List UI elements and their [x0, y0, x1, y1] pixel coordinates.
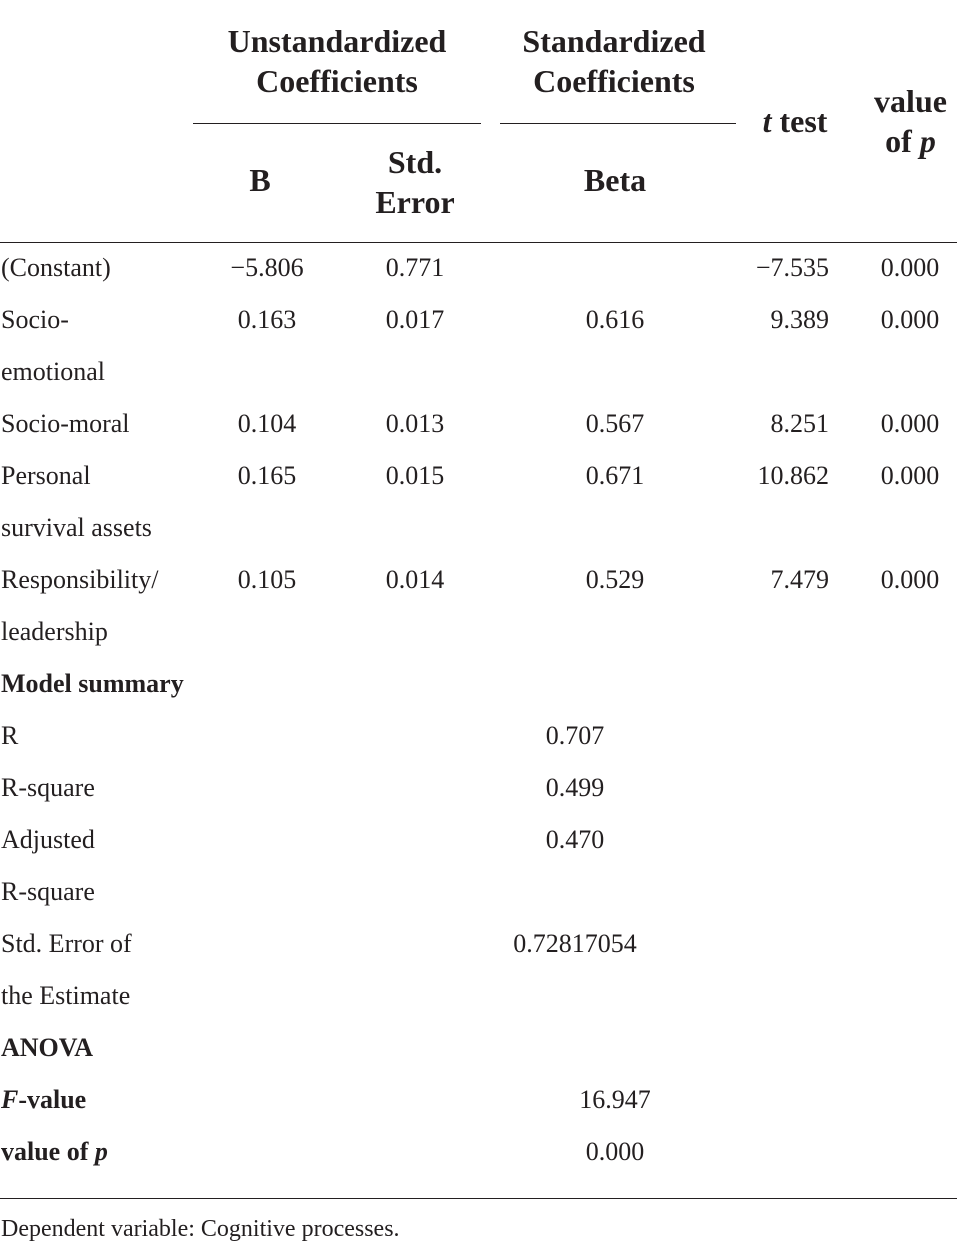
coef-beta: 0.616 — [585, 305, 645, 334]
coef-label: (Constant) — [1, 253, 111, 282]
header-col-t-rest: test — [771, 103, 828, 139]
coef-se: 0.013 — [385, 409, 445, 438]
coef-t: 10.862 — [757, 461, 829, 490]
coef-b: −5.806 — [230, 253, 304, 282]
summary-label: Std. Error of — [1, 929, 132, 958]
summary-value: 0.707 — [545, 721, 605, 750]
header-col-p-line1: value — [874, 83, 947, 119]
coef-se: 0.771 — [385, 253, 445, 282]
coef-p: 0.000 — [880, 565, 940, 594]
coef-t: −7.535 — [755, 253, 829, 282]
coef-label-cont: emotional — [1, 357, 105, 386]
summary-label-cont: the Estimate — [1, 981, 131, 1010]
summary-label: R — [1, 721, 19, 750]
anova-f-label — [1, 1084, 86, 1116]
header-col-t-italic: t — [762, 103, 772, 139]
coef-se: 0.017 — [385, 305, 445, 334]
header-standardized-group — [500, 21, 728, 101]
coef-label-cont: leadership — [1, 617, 108, 646]
header-col-p-line2 — [858, 121, 957, 161]
summary-label: Adjusted — [1, 825, 95, 854]
coef-t: 7.479 — [770, 565, 829, 594]
anova-f-value: 16.947 — [579, 1085, 651, 1114]
header-unstd-line1: Unstandardized — [227, 23, 447, 59]
coef-b: 0.105 — [237, 565, 297, 594]
anova-heading: ANOVA — [1, 1033, 93, 1062]
coef-label: Socio- — [1, 305, 69, 334]
header-unstd-underline — [193, 123, 481, 124]
coef-beta: 0.671 — [585, 461, 645, 490]
coef-label: Socio-moral — [1, 409, 130, 438]
header-col-b: B — [249, 162, 271, 198]
header-std-line2: Coefficients — [533, 63, 695, 99]
anova-f-italic: F — [1, 1085, 19, 1114]
header-col-se — [360, 142, 470, 222]
header-col-p-italic: p — [919, 123, 936, 159]
anova-p-value: 0.000 — [585, 1137, 645, 1166]
header-unstd-line2: Coefficients — [256, 63, 418, 99]
anova-p-prefix: value of — [1, 1137, 95, 1166]
coef-beta: 0.567 — [585, 409, 645, 438]
anova-p-label — [1, 1136, 108, 1168]
anova-f-rest: -value — [18, 1085, 87, 1114]
coef-beta: 0.529 — [585, 565, 645, 594]
header-std-underline — [500, 123, 736, 124]
model-summary-heading: Model summary — [1, 669, 184, 698]
coef-b: 0.165 — [237, 461, 297, 490]
summary-value: 0.499 — [545, 773, 605, 802]
coef-t: 9.389 — [770, 305, 829, 334]
footnote: Dependent variable: Cognitive processes. — [1, 1216, 400, 1242]
header-bottom-rule — [0, 242, 957, 243]
coef-b: 0.163 — [237, 305, 297, 334]
summary-label-cont: R-square — [1, 877, 95, 906]
coef-p: 0.000 — [880, 461, 940, 490]
header-col-beta: Beta — [583, 162, 647, 198]
header-col-se-line2: Error — [375, 184, 455, 220]
coef-label-cont: survival assets — [1, 513, 152, 542]
coef-b: 0.104 — [237, 409, 297, 438]
coef-se: 0.014 — [385, 565, 445, 594]
summary-label: R-square — [1, 773, 95, 802]
coef-t: 8.251 — [770, 409, 829, 438]
summary-value: 0.470 — [545, 825, 605, 854]
coef-label: Personal — [1, 461, 91, 490]
coef-p: 0.000 — [880, 253, 940, 282]
anova-p-italic: p — [94, 1137, 108, 1166]
coef-label: Responsibility/ — [1, 565, 159, 594]
header-col-se-line1: Std. — [387, 144, 443, 180]
header-std-line1: Standardized — [522, 23, 706, 59]
coef-se: 0.015 — [385, 461, 445, 490]
coef-p: 0.000 — [880, 305, 940, 334]
table-bottom-rule — [0, 1198, 957, 1199]
header-col-t — [740, 101, 850, 141]
header-unstandardized-group — [193, 21, 481, 101]
header-col-p-prefix: of — [885, 123, 920, 159]
summary-value: 0.72817054 — [513, 929, 637, 958]
coef-p: 0.000 — [880, 409, 940, 438]
header-col-p — [858, 81, 957, 161]
